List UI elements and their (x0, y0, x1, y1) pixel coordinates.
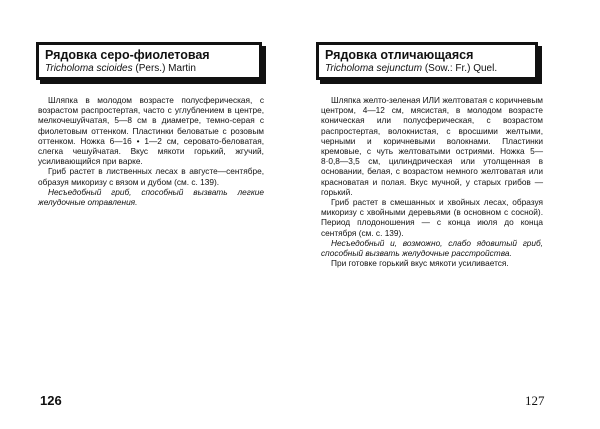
latin-name (45, 63, 253, 75)
species-title-box (316, 42, 538, 80)
species-title-box (36, 42, 262, 80)
latin-name (325, 63, 529, 75)
species-description (321, 95, 543, 268)
edibility-paragraph: Несъедобный гриб, способный вызвать легкие желудочные отравления. (38, 186, 264, 208)
description-paragraph: Шляпка в молодом возрасте полусферическая, с возрастом распростертая, часто с углублением в центре, мелкочешуйчатая, 5—8 см в диаметре, темно-серая с фиолетовым оттенком. Пластинки беловатые с розовым оттенком. Ножка 6—16 • 1—2 см, серовато-беловатая, слегка чешуйчатая. Вкус мякоти горький, жгучий, усиливающийся при варке. (38, 95, 264, 167)
latin-author: (Pers.) Martin (132, 63, 196, 74)
page-number: 126 (40, 393, 62, 408)
species-title: Рядовка серо-фиолетовая (45, 48, 210, 62)
edibility-paragraph: Несъедобный и, возможно, слабо ядовитый гриб, способный вызвать желудочные расстройства. (321, 237, 543, 259)
description-paragraph: Шляпка желто-зеленая ИЛИ желтоватая с коричневым центром, 4—12 см, мясистая, в молодом возрасте коническая или полусферическая, с возрастом распростертая, волокнистая, с вросшими желтыми, черными и коричневыми волокнами. Пластинки кремовые, с чуть желтоватыми остриями. Ножка 5—8·0,8—3,5 см, цилиндрическая или утолщенная в основании, белая, с возрастом немного желтоватая или красноватая и полая. Вкус мучной, у старых грибов — горький. (321, 95, 543, 197)
latin-author: (Sow.: Fr.) Quel. (422, 63, 498, 74)
species-title: Рядовка отличающаяся (325, 48, 474, 62)
latin-genus-species: Tricholoma sejunctum (325, 63, 423, 74)
cooking-note-paragraph: При готовке горький вкус мякоти усиливается. (331, 258, 509, 269)
right-page (300, 0, 600, 429)
habitat-paragraph: Гриб растет в лиственных лесах в августе—сентябре, образуя микоризу с вязом и дубом (см. с. 139). (38, 166, 264, 187)
habitat-paragraph: Гриб растет в смешанных и хвойных лесах, образуя микоризу с хвойными деревьями (в основном с сосной). Период плодоношения — с конца июля до конца сентября (см. с. 139). (321, 197, 543, 238)
latin-genus-species: Tricholoma scioides (45, 63, 133, 74)
page-number: 127 (525, 393, 545, 408)
species-description (38, 95, 264, 207)
